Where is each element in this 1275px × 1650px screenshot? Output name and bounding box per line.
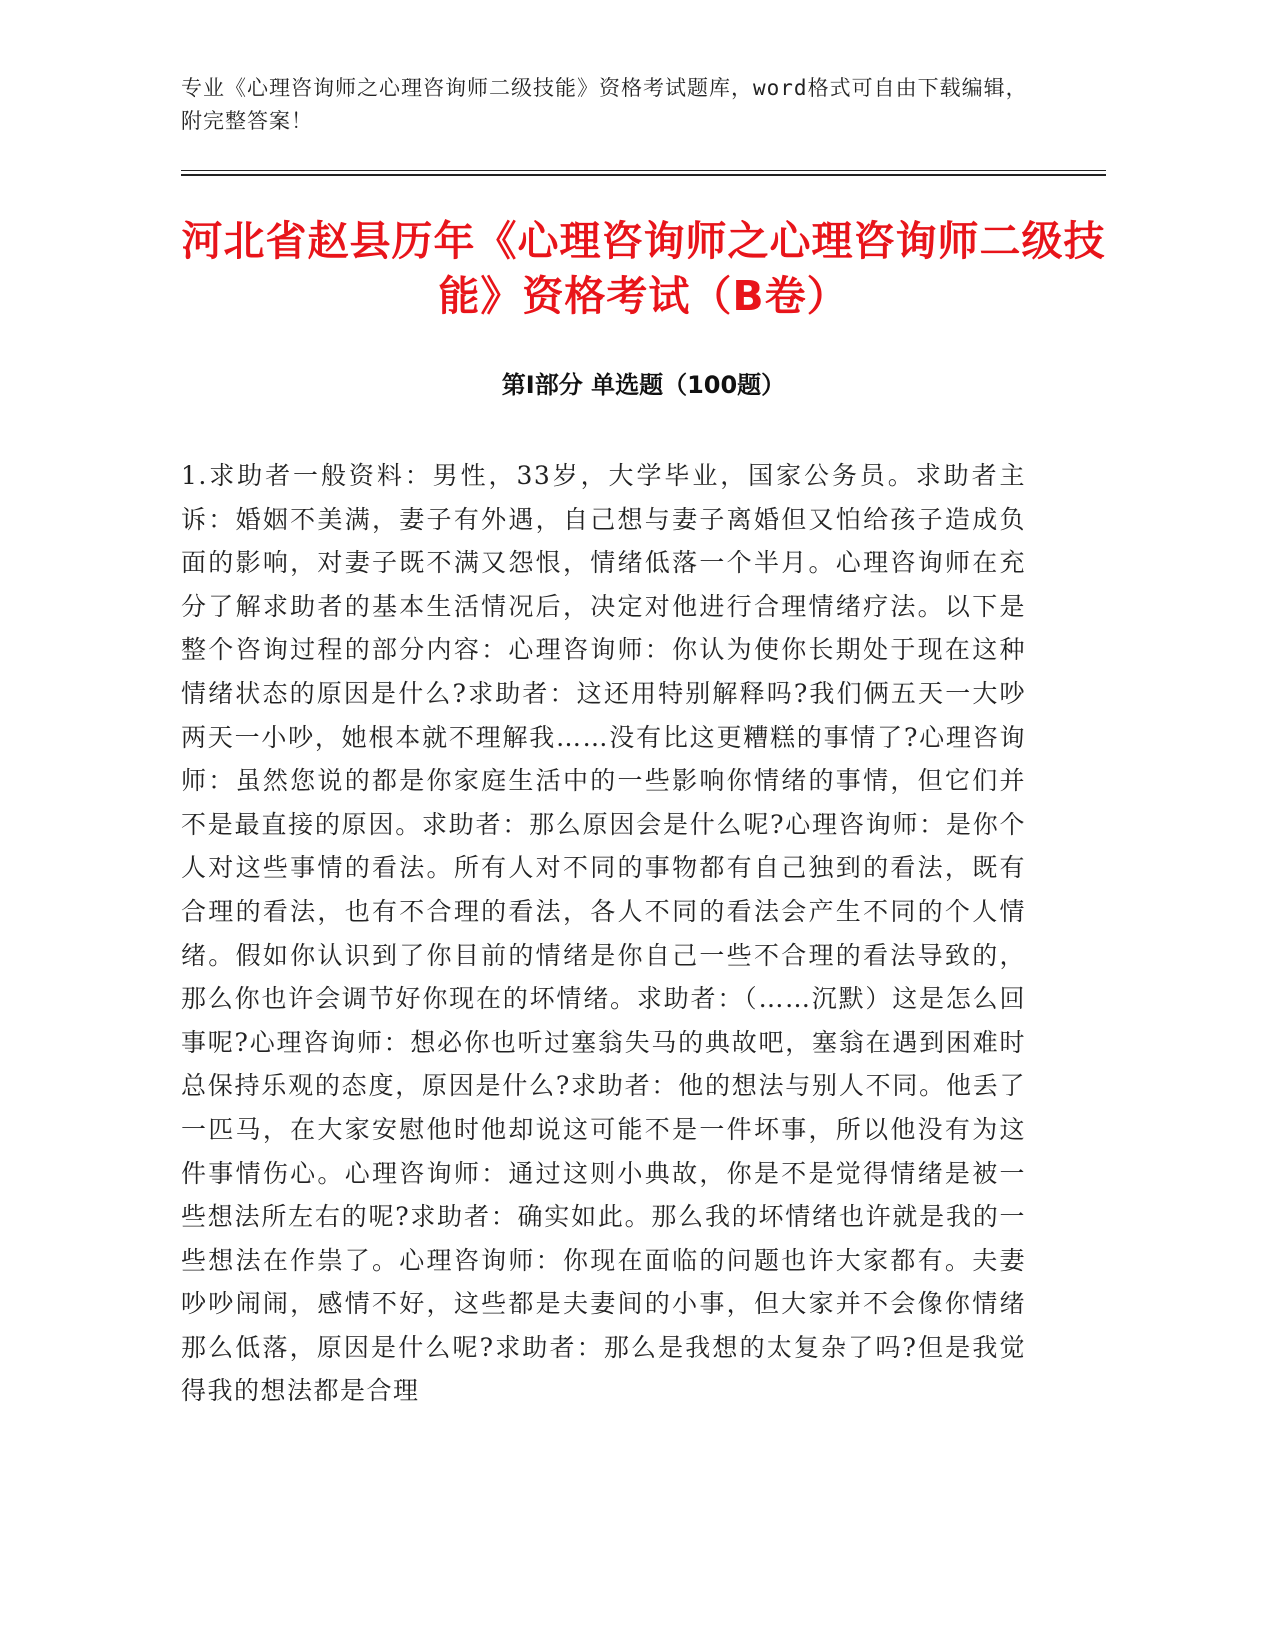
- document-title: 河北省赵县历年《心理咨询师之心理咨询师二级技能》资格考试（B卷）: [181, 217, 1106, 320]
- header-divider-thick: [181, 174, 1106, 176]
- header-note: 专业《心理咨询师之心理咨询师二级技能》资格考试题库，word格式可自由下载编辑，附完整答案！: [181, 76, 1028, 133]
- section-title: 第Ⅰ部分 单选题（100题）: [501, 371, 786, 399]
- header-divider-thin: [181, 170, 1106, 171]
- question-text: 1.求助者一般资料：男性，33岁，大学毕业，国家公务员。求助者主诉：婚姻不美满，妻子有外遇，自己想与妻子离婚但又怕给孩子造成负面的影响，对妻子既不满又怨恨，情绪低落一个半月。心理咨询师在充分了解求助者的基本生活情况后，决定对他进行合理情绪疗法。以下是整个咨询过程的部分内容：心理咨询师：你认为使你长期处于现在这种情绪状态的原因是什么?求助者：这还用特别解释吗?我们俩五天一大吵两天一小吵，她根本就不理解我……没有比这更糟糕的事情了?心理咨询师：虽然您说的都是你家庭生活中的一些影响你情绪的事情，但它们并不是最直接的原因。求助者：那么原因会是什么呢?心理咨询师：是你个人对这些事情的看法。所有人对不同的事物都有自己独到的看法，既有合理的看法，也有不合理的看法，各人不同的看法会产生不同的个人情绪。假如你认识到了你目前的情绪是你自己一些不合理的看法导致的，那么你也许会调节好你现在的坏情绪。求助者：（……沉默）这是怎么回事呢?心理咨询师：想必你也听过塞翁失马的典故吧，塞翁在遇到困难时总保持乐观的态度，原因是什么?求助者：他的想法与别人不同。他丢了一匹马，在大家安慰他时他却说这可能不是一件坏事，所以他没有为这件事情伤心。心理咨询师：通过这则小典故，你是不是觉得情绪是被一些想法所左右的呢?求助者：确实如此。那么我的坏情绪也许就是我的一些想法在作祟了。心理咨询师：你现在面临的问题也许大家都有。夫妻吵吵闹闹，感情不好，这些都是夫妻间的小事，但大家并不会像你情绪那么低落，原因是什么呢?求助者：那么是我想的太复杂了吗?但是我觉得我的想法都是合理: [181, 461, 1026, 1406]
